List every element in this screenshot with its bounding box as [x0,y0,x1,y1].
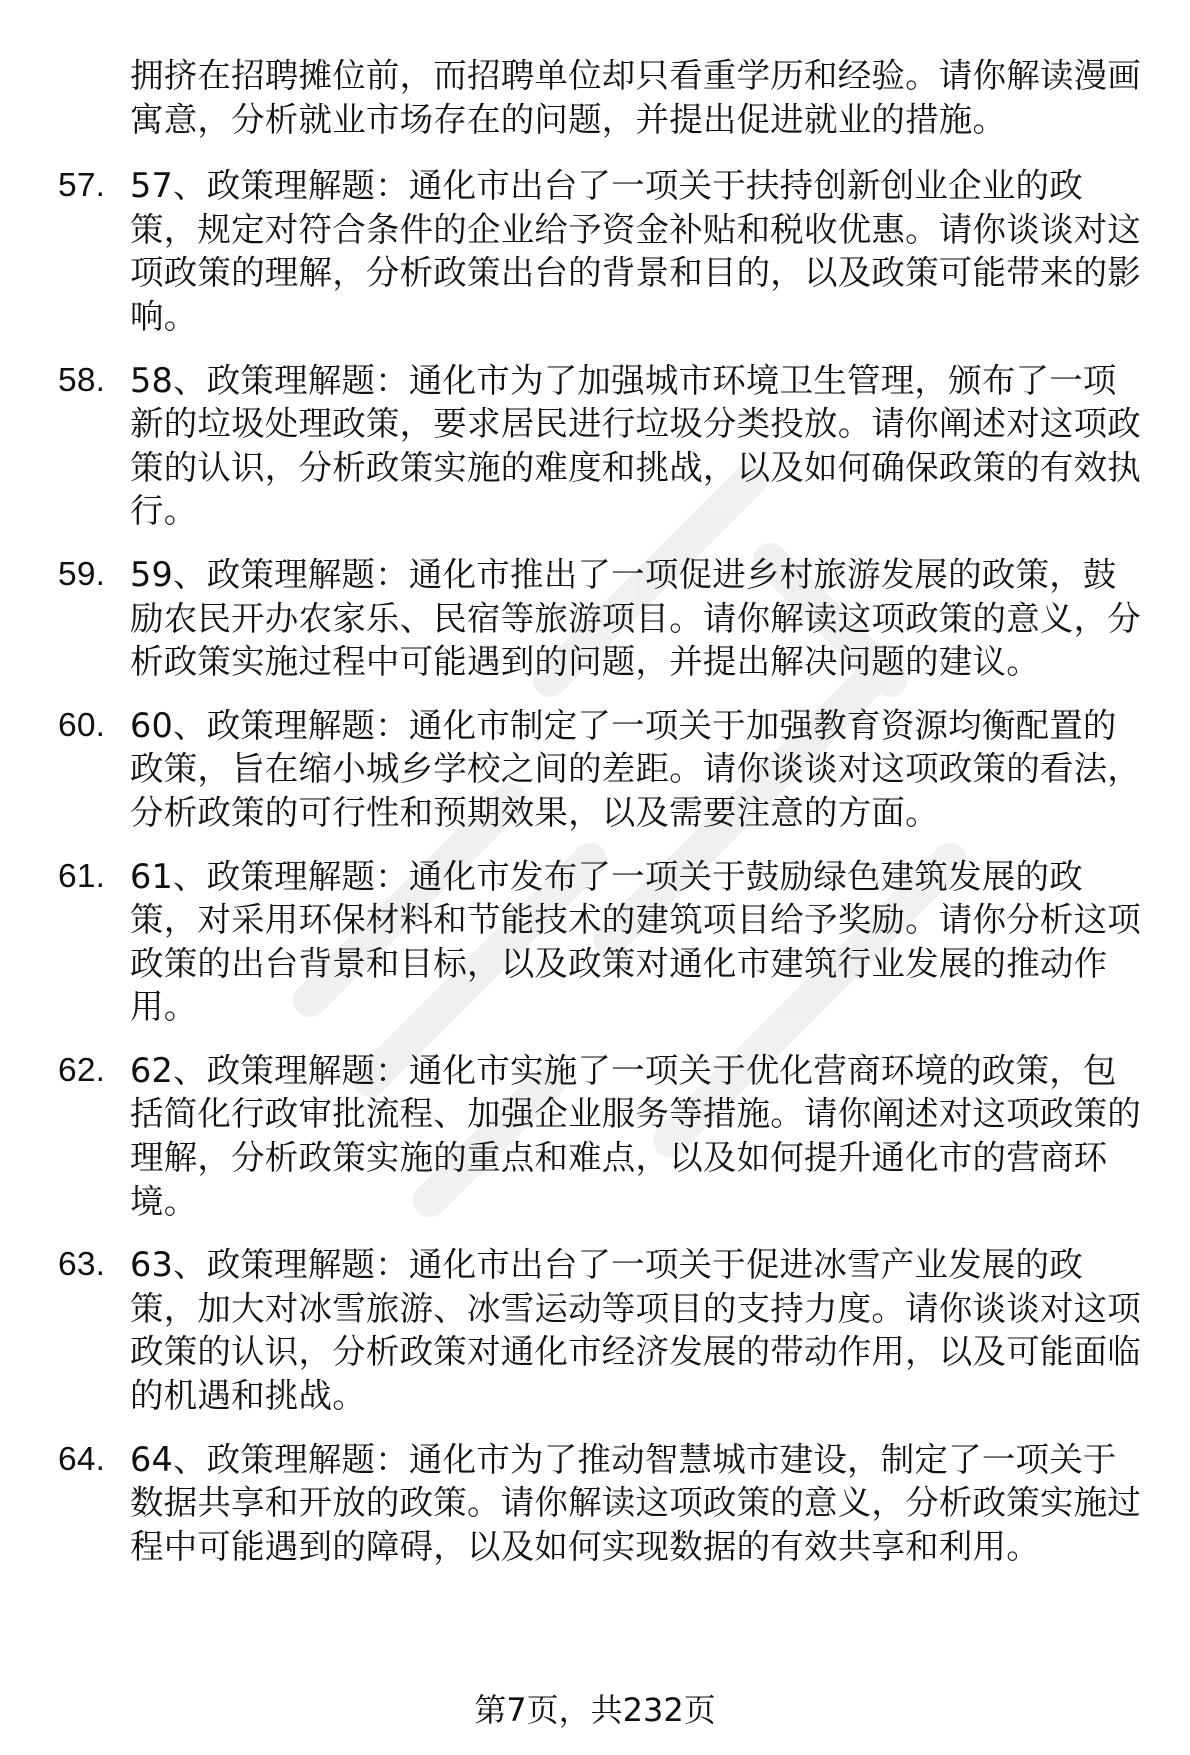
question-text: 59、政策理解题：通化市推出了一项促进乡村旅游发展的政策，鼓励农民开办农家乐、民宿等旅游项目。请你解读这项政策的意义，分析政策实施过程中可能遇到的问题，并提出解决问题的建议。 [130,554,1141,682]
question-item [58,1243,1148,1417]
question-text: 60、政策理解题：通化市制定了一项关于加强教育资源均衡配置的政策，旨在缩小城乡学校之间的差距。请你谈谈对这项政策的看法，分析政策的可行性和预期效果，以及需要注意的方面。 [130,705,1141,832]
question-item [58,1438,1148,1569]
question-item [58,1049,1148,1223]
question-number: 59. [58,555,106,593]
question-item [58,359,1148,533]
question-item [58,855,1148,1029]
question-text: 64、政策理解题：通化市为了推动智慧城市建设，制定了一项关于数据共享和开放的政策。请你解读这项政策的意义，分析政策实施过程中可能遇到的障碍，以及如何实现数据的有效共享和利用。 [130,1439,1141,1566]
question-number: 64. [58,1440,106,1478]
question-text: 62、政策理解题：通化市实施了一项关于优化营商环境的政策，包括简化行政审批流程、加强企业服务等措施。请你阐述对这项政策的理解，分析政策实施的重点和难点，以及如何提升通化市的营商环境。 [130,1050,1141,1221]
question-text: 61、政策理解题：通化市发布了一项关于鼓励绿色建筑发展的政策，对采用环保材料和节能技术的建筑项目给予奖励。请你分析这项政策的出台背景和目标，以及政策对通化市建筑行业发展的推动作用。 [130,856,1141,1027]
question-list [58,54,1148,1588]
question-text: 57、政策理解题：通化市出台了一项关于扶持创新创业企业的政策，规定对符合条件的企业给予资金补贴和税收优惠。请你谈谈对这项政策的理解，分析政策出台的背景和目的，以及政策可能带来的影响。 [130,166,1141,336]
question-number: 60. [58,706,106,744]
page-footer: 第7页，共232页 [474,1691,716,1729]
question-number: 63. [58,1246,106,1284]
question-number: 57. [58,167,106,205]
question-text: 63、政策理解题：通化市出台了一项关于促进冰雪产业发展的政策，加大对冰雪旅游、冰雪运动等项目的支持力度。请你谈谈对这项政策的认识，分析政策对通化市经济发展的带动作用，以及可能面临的机遇和挑战。 [130,1245,1141,1416]
question-item [58,164,1148,338]
question-continuation [58,54,1148,141]
question-number: 58. [58,361,106,399]
question-number: 61. [58,857,106,895]
question-item [58,704,1148,835]
question-item [58,553,1148,684]
question-text: 58、政策理解题：通化市为了加强城市环境卫生管理，颁布了一项新的垃圾处理政策，要求居民进行垃圾分类投放。请你阐述对这项政策的认识，分析政策实施的难度和挑战，以及如何确保政策的有效执行。 [130,360,1141,531]
continuation-text: 拥挤在招聘摊位前，而招聘单位却只看重学历和经验。请你解读漫画寓意，分析就业市场存在的问题，并提出促进就业的措施。 [130,56,1141,139]
question-number: 62. [58,1051,106,1089]
